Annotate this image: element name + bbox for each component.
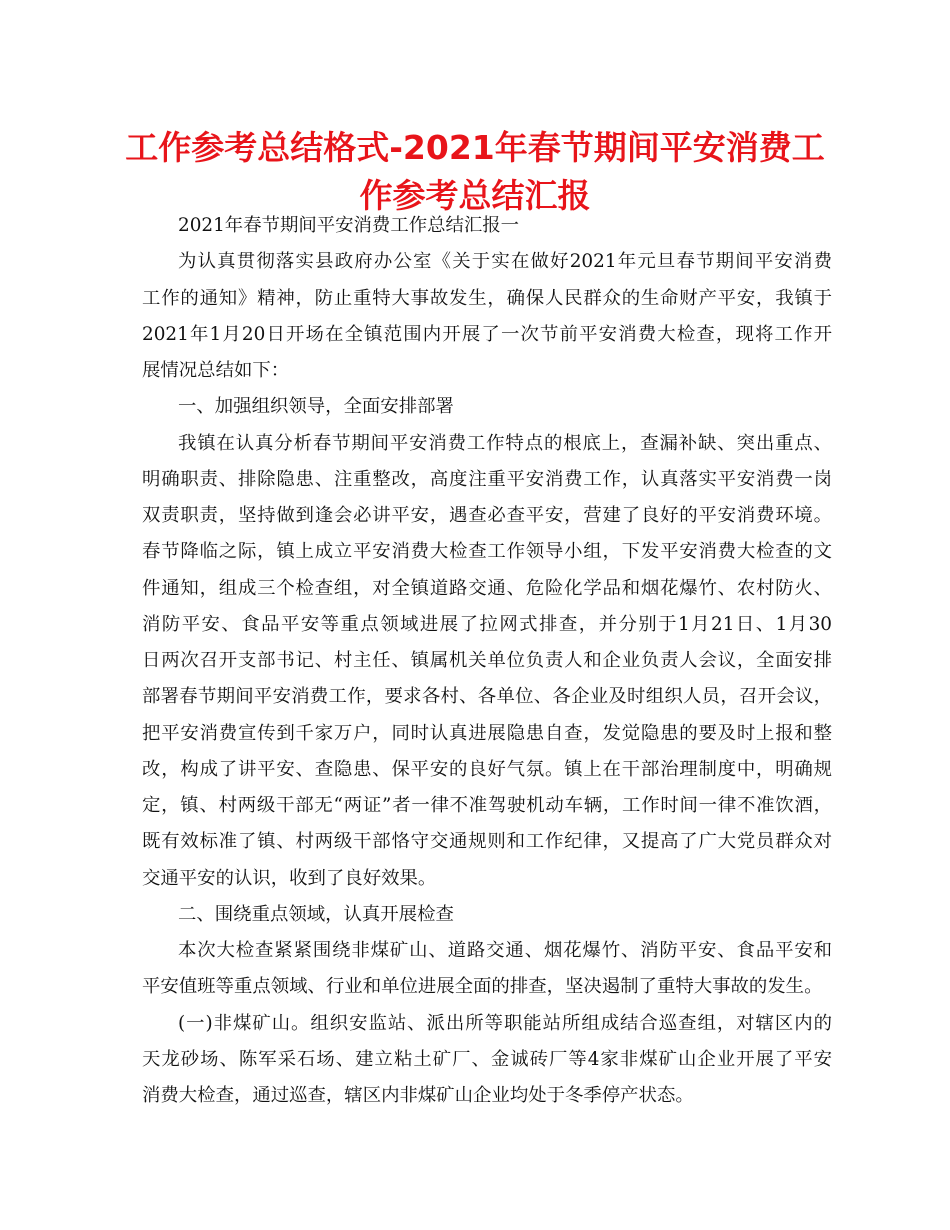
text-line: 明确职责、排除隐患、注重整改，高度注重平安消费工作，认真落实平安消费一岗: [142, 468, 832, 490]
section-paragraph: [142, 426, 832, 897]
text-line: 平安值班等重点领域、行业和单位进展全面的排查，坚决遏制了重特大事故的发生。: [142, 976, 823, 998]
text-line: 定，镇、村两级干部无“两证”者一律不准驾驶机动车辆，工作时间一律不准饮酒，: [142, 795, 832, 816]
text-line: 2021年春节期间平安消费工作总结汇报一: [178, 215, 520, 236]
text-line: 消费大检查，通过巡查，辖区内非煤矿山企业均处于冬季停产状态。: [142, 1085, 694, 1106]
text-line: 工作的通知》精神，防止重特大事故发生，确保人民群众的生命财产平安，我镇于: [142, 287, 832, 309]
text-line: 本次大检查紧紧围绕非煤矿山、道路交通、烟花爆竹、消防平安、食品平安和: [178, 940, 832, 961]
title-line: 工作参考总结格式-2021年春节期间平安消费工: [125, 128, 825, 167]
section-paragraph: [142, 933, 832, 1006]
text-line: 日两次召开支部书记、村主任、镇属机关单位负责人和企业负责人会议，全面安排: [142, 650, 832, 671]
section-heading: [142, 389, 832, 425]
text-line: 消防平安、食品平安等重点领域进展了拉网式排查，并分别于1月21日、1月30: [142, 613, 832, 635]
text-line: 把平安消费宣传到千家万户，同时认真进展隐患自查，发觉隐患的要及时上报和整: [142, 722, 832, 744]
text-line: 我镇在认真分析春节期间平安消费工作特点的根底上，查漏补缺、突出重点、: [178, 432, 832, 454]
text-line: 双责职责，坚持做到逢会必讲平安，遇查必查平安，营建了良好的平安消费环境。: [142, 505, 832, 526]
text-line: 春节降临之际，镇上成立平安消费大检查工作领导小组，下发平安消费大检查的文: [142, 541, 832, 563]
text-line: 为认真贯彻落实县政府办公室《关于实在做好2021年元旦春节期间平安消费: [178, 251, 832, 273]
text-line: 一、加强组织领导，全面安排部署: [178, 396, 454, 418]
text-line: 交通平安的认识，收到了良好效果。: [142, 867, 437, 889]
intro-paragraph: [142, 244, 832, 389]
section-heading: [142, 897, 832, 933]
section-paragraph: [142, 1006, 832, 1115]
text-line: (一)非煤矿山。组织安监站、派出所等职能站所组成结合巡查组，对辖区内的: [178, 1012, 832, 1034]
text-line: 二、围绕重点领域，认真开展检查: [178, 903, 454, 925]
text-line: 件通知，组成三个检查组，对全镇道路交通、危险化学品和烟花爆竹、农村防火、: [142, 577, 832, 599]
document-body: [142, 208, 832, 1114]
text-line: 展情况总结如下：: [142, 360, 290, 381]
text-line: 改，构成了讲平安、查隐患、保平安的良好气氛。镇上在干部治理制度中，明确规: [142, 758, 832, 780]
text-line: 2021年1月20日开场在全镇范围内开展了一次节前平安消费大检查，现将工作开: [142, 323, 832, 345]
text-line: 天龙砂场、陈军采石场、建立粘土矿厂、金诚砖厂等4家非煤矿山企业开展了平安: [142, 1048, 832, 1070]
title-line: 作参考总结汇报: [359, 176, 591, 215]
document-title: [120, 124, 830, 220]
text-line: 既有效标准了镇、村两级干部恪守交通规则和工作纪律，又提高了广大党员群众对: [142, 831, 832, 853]
text-line: 部署春节期间平安消费工作，要求各村、各单位、各企业及时组织人员，召开会议，: [142, 686, 832, 708]
subtitle-paragraph: [142, 208, 832, 244]
